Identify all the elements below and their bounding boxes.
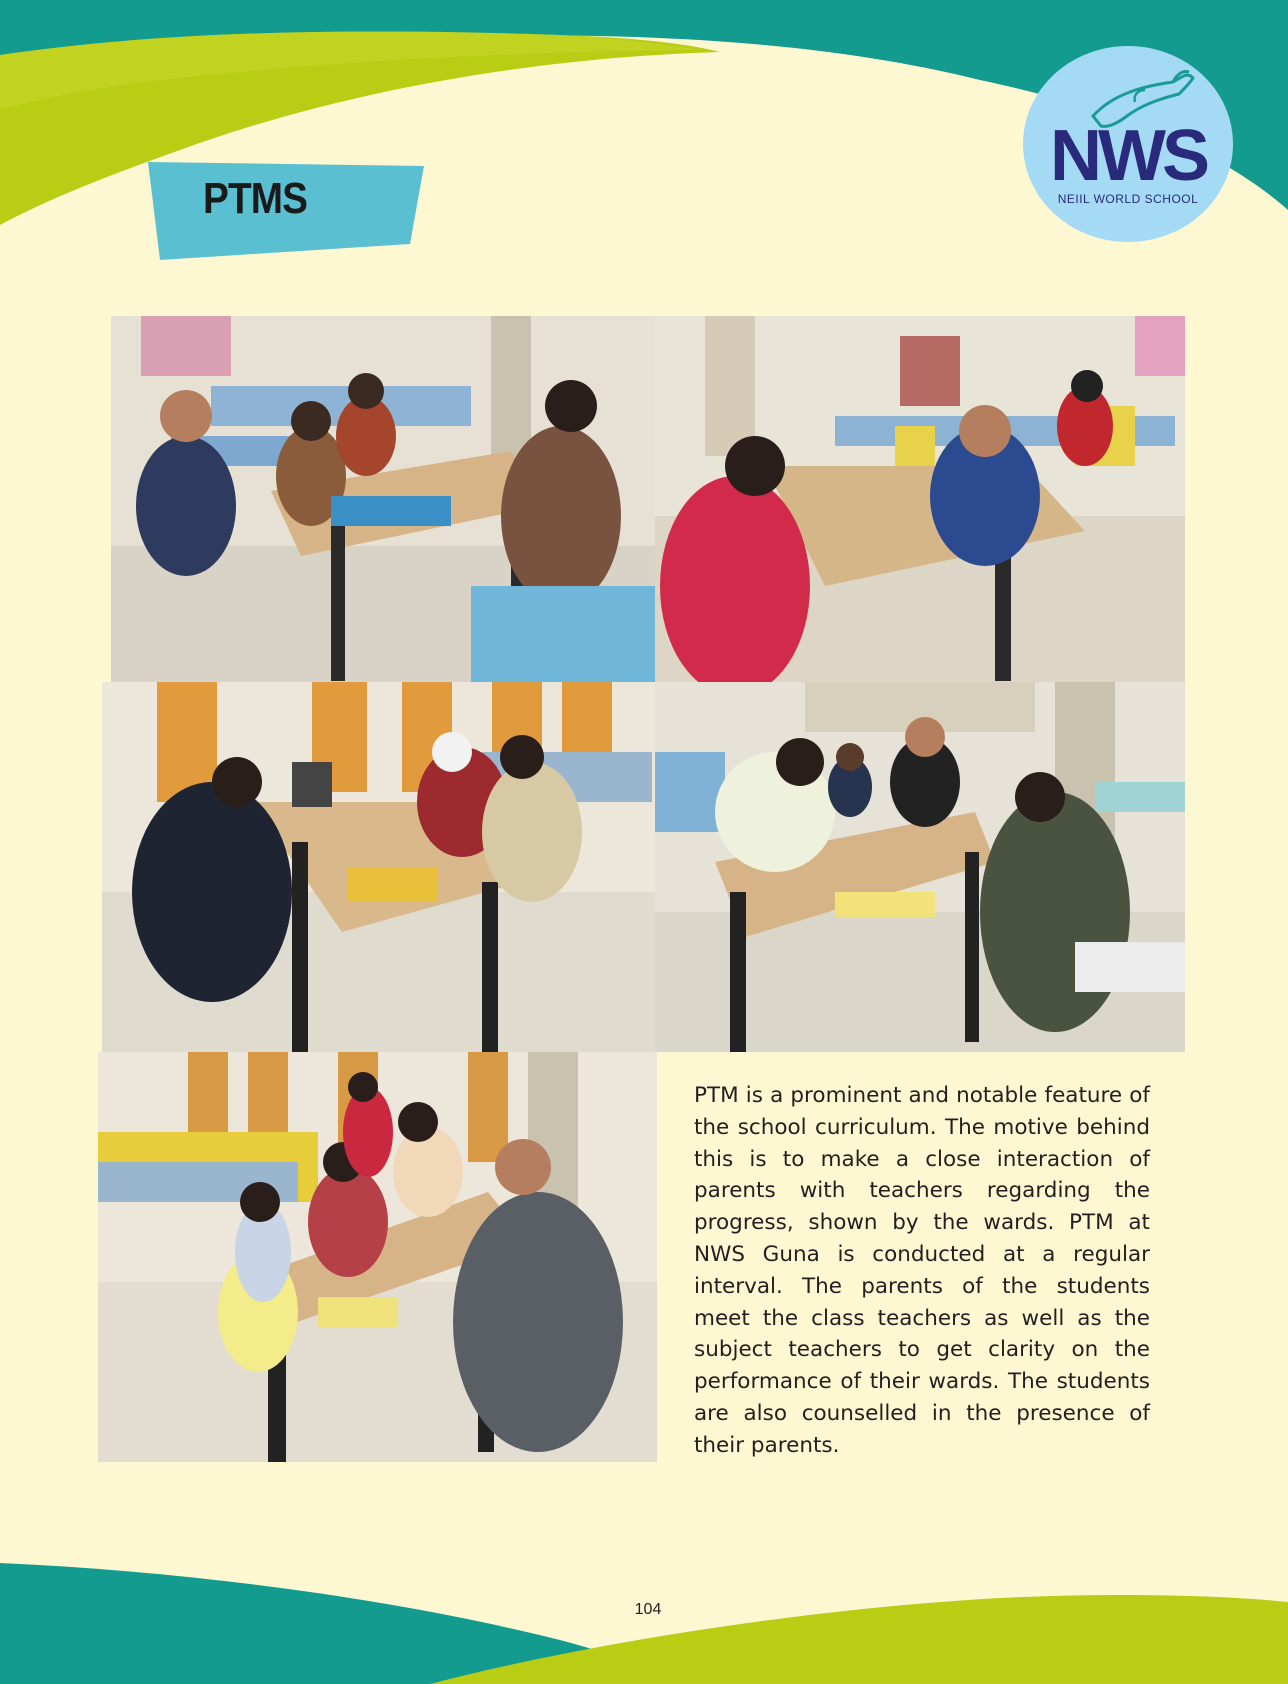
photo-ptm-3 <box>102 682 655 1052</box>
section-title-label <box>148 160 428 260</box>
page-number: 104 <box>634 1601 662 1618</box>
ptm-description: PTM is a prominent and notable feature of the school curriculum. The motive behind this is to make a close interaction of parents with teachers regarding the progress, shown by the wards. PTM at NWS Guna is conducted at a regular interval. The parents of the students meet the class teachers as well as the subject teachers to get clarity on the performance of their wards. The students are also counselled in the presence of their parents. <box>694 1083 1150 1458</box>
footer-wave-lime <box>430 1595 1288 1684</box>
photo-ptm-1 <box>111 316 655 682</box>
logo-school-name: NEIIL WORLD SCHOOL <box>1057 192 1199 206</box>
logo-mark: NWS <box>1050 116 1206 196</box>
photo-ptm-2 <box>655 316 1185 682</box>
photo-ptm-4 <box>655 682 1185 1052</box>
photo-ptm-5 <box>98 1052 657 1462</box>
school-logo <box>1023 46 1233 242</box>
section-title: PTMS <box>203 174 308 223</box>
